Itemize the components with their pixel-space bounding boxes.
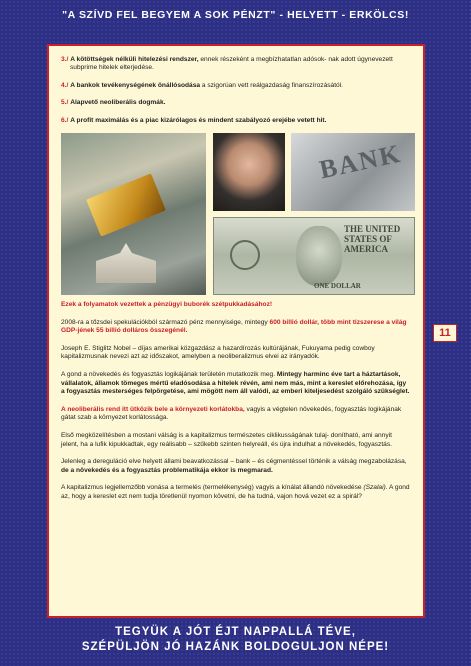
image-collage <box>61 133 411 301</box>
dollar-label: THE UNITED STATES OF AMERICA <box>344 224 401 255</box>
capitol-building <box>96 243 156 283</box>
content-panel <box>47 44 425 618</box>
highlight: A neoliberális rend itt ütközik bele a környezeti korlátokba, <box>61 405 245 413</box>
paragraph <box>61 371 411 397</box>
page-number: 11 <box>433 324 457 342</box>
highlight: 600 billió dollár, több mint tízszerese a világ GDP-jének 55 billió dolláros összegénél. <box>61 318 407 335</box>
list-item <box>61 56 411 73</box>
list-bold: A kötöttségek nélküli hitelezési rendszer, <box>70 56 199 63</box>
dollar-bill-image <box>213 217 415 295</box>
list-text: a szigorúan vett reálgazdaság finanszírozásától. <box>200 81 343 89</box>
paragraph <box>61 458 411 475</box>
gold-bar-image <box>61 133 206 295</box>
list-bold: A bankok tevékenységének önállósodása <box>70 81 201 89</box>
paragraph <box>61 484 411 501</box>
italic-text: (Szalai). <box>363 484 388 492</box>
text: A gond a növekedés és fogyasztás logikájának területén mutatkozik meg. <box>61 371 277 378</box>
bold-text: de a növekedés és a fogyasztás problematikája ekkor is megmarad. <box>61 466 273 474</box>
list-number: 4./ <box>61 81 69 89</box>
paragraph: Joseph E. Stiglitz Nobel – díjas amerikai közgazdász a hazardírozás kultúrájának, Fukuyama pedig cowboy kapitalizmusnak nevezi azt az időszakot, amelyben a neoliberalizmus elvei az irányadók. <box>61 344 375 361</box>
paragraph <box>61 406 411 423</box>
gold-bar <box>86 173 166 236</box>
paragraph: Ezek a folyamatok vezettek a pénzügyi buborék szétpukkadásához! <box>61 301 273 309</box>
list-item <box>61 82 411 90</box>
footer-line: TEGYÜK A JÓT ÉJT NAPPALLÁ TÉVE, <box>115 626 356 638</box>
dollar-seal <box>230 240 260 270</box>
list-bold: A profit maximálás és a piac kizárólagos és mindent szabályozó erejébe vetett hit. <box>70 116 327 124</box>
text: A kapitalizmus legjellemzőbb vonása a termelés (termelékenység) vagyis a kínálat állandó növekedése <box>61 484 364 492</box>
dollar-portrait <box>296 226 342 286</box>
text: Jelenleg a dereguláció elve helyett állami beavatkozással – bank – és cégmentéssel történik a válság megzabolázása, <box>61 458 407 466</box>
dollar-bottom-label: ONE DOLLAR <box>314 282 361 291</box>
list-number: 5./ <box>61 99 69 107</box>
article-body <box>61 301 411 502</box>
paragraph: Első megközelítésben a mostani válság is a kapitalizmus természetes ciklikusságának tulaj- donítható, ami annyit jelent, ha a lufik kipukkadtak, egy reálisabb – szűkebb szinten helyreáll, és újra indulhat a növekedés, fogyasztás. <box>61 431 392 448</box>
list-item <box>61 99 411 107</box>
text: 2008-ra a tőzsdei spekulációkból származó pénz mennyisége, mintegy <box>61 318 270 326</box>
paragraph <box>61 319 411 336</box>
list-bold: Alapvető neoliberális dogmák. <box>70 99 166 107</box>
footer-slogan <box>0 625 471 655</box>
bank-sign-image <box>291 133 415 211</box>
footer-line: SZÉPÜLJÖN JÓ HAZÁNK BOLDOGULJON NÉPE! <box>81 641 390 653</box>
text: A gond az, hogy a kereslet ezt nem tudja töretlenül nyomon követni, de ha tudná, vajon hová vezet ez a spirál? <box>61 484 410 500</box>
page-title: "A SZÍVD FEL BEGYEM A SOK PÉNZT" - HELYETT - ERKÖLCS! <box>62 9 409 21</box>
list-item <box>61 117 411 125</box>
list-number: 3./ <box>61 56 69 63</box>
text: vagyis a végtelen növekedés, fogyasztás logikájának gátat szab a környezet korlátossága. <box>61 405 402 422</box>
list-text: ennek részeként a megbízhatatlan adósok- nak adott úgynevezett subprime hitelek elterjedése. <box>70 56 393 72</box>
list-number: 6./ <box>61 116 69 124</box>
bold-text: Mintegy harminc éve tart a háztartások, vállalatok, államok tömeges mértű eladósodása a hitelek révén, ami nem más, mint a kereslet előrehozása, így a fogyasztás mesterséges felpörgetése, ami mögött nem áll valódi, az emberi kiteljesedést szolgáló szükséglet. <box>61 371 410 396</box>
bank-text: BANK <box>316 138 405 185</box>
portrait-image <box>213 133 285 211</box>
cause-list <box>61 56 411 125</box>
